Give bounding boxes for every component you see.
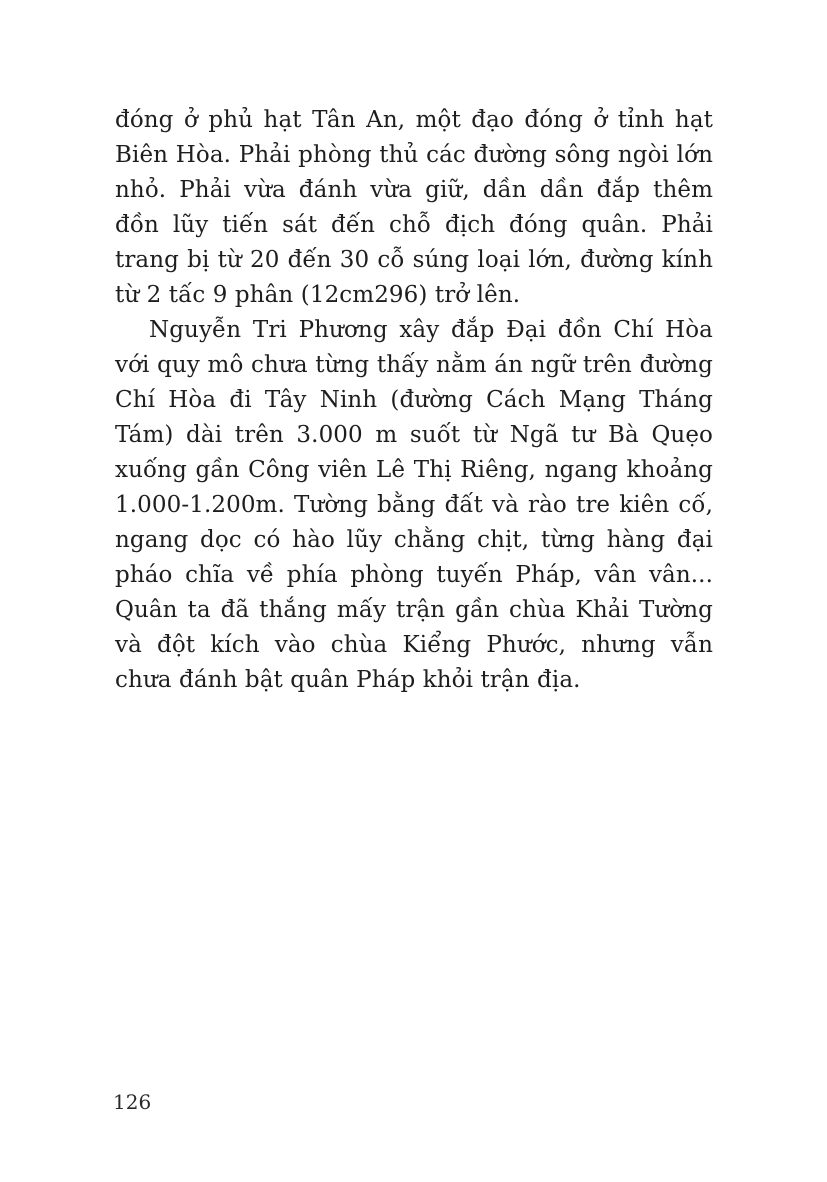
paragraph-continuation: đóng ở phủ hạt Tân An, một đạo đóng ở tỉnh hạt Biên Hòa. Phải phòng thủ các đường sông ngòi lớn nhỏ. Phải vừa đánh vừa giữ, dần dần đắp thêm đồn lũy tiến sát đến chỗ địch đóng quân. Phải trang bị từ 20 đến 30 cỗ súng loại lớn, đường kính từ 2 tấc 9 phân (12cm296) trở lên. — [115, 107, 713, 308]
body-text — [115, 103, 713, 698]
page-number: 126 — [113, 1090, 152, 1114]
paragraph-new: Nguyễn Tri Phương xây đắp Đại đồn Chí Hòa với quy mô chưa từng thấy nằm án ngữ trên đường Chí Hòa đi Tây Ninh (đường Cách Mạng Tháng Tám) dài trên 3.000 m suốt từ Ngã tư Bà Quẹo xuống gần Công viên Lê Thị Riêng, ngang khoảng 1.000-1.200m. Tường bằng đất và rào tre kiên cố, ngang dọc có hào lũy chằng chịt, từng hàng đại pháo chĩa về phía phòng tuyến Pháp, vân vân... Quân ta đã thắng mấy trận gần chùa Khải Tường và đột kích vào chùa Kiểng Phước, nhưng vẫn chưa đánh bật quân Pháp khỏi trận địa. — [115, 317, 713, 693]
